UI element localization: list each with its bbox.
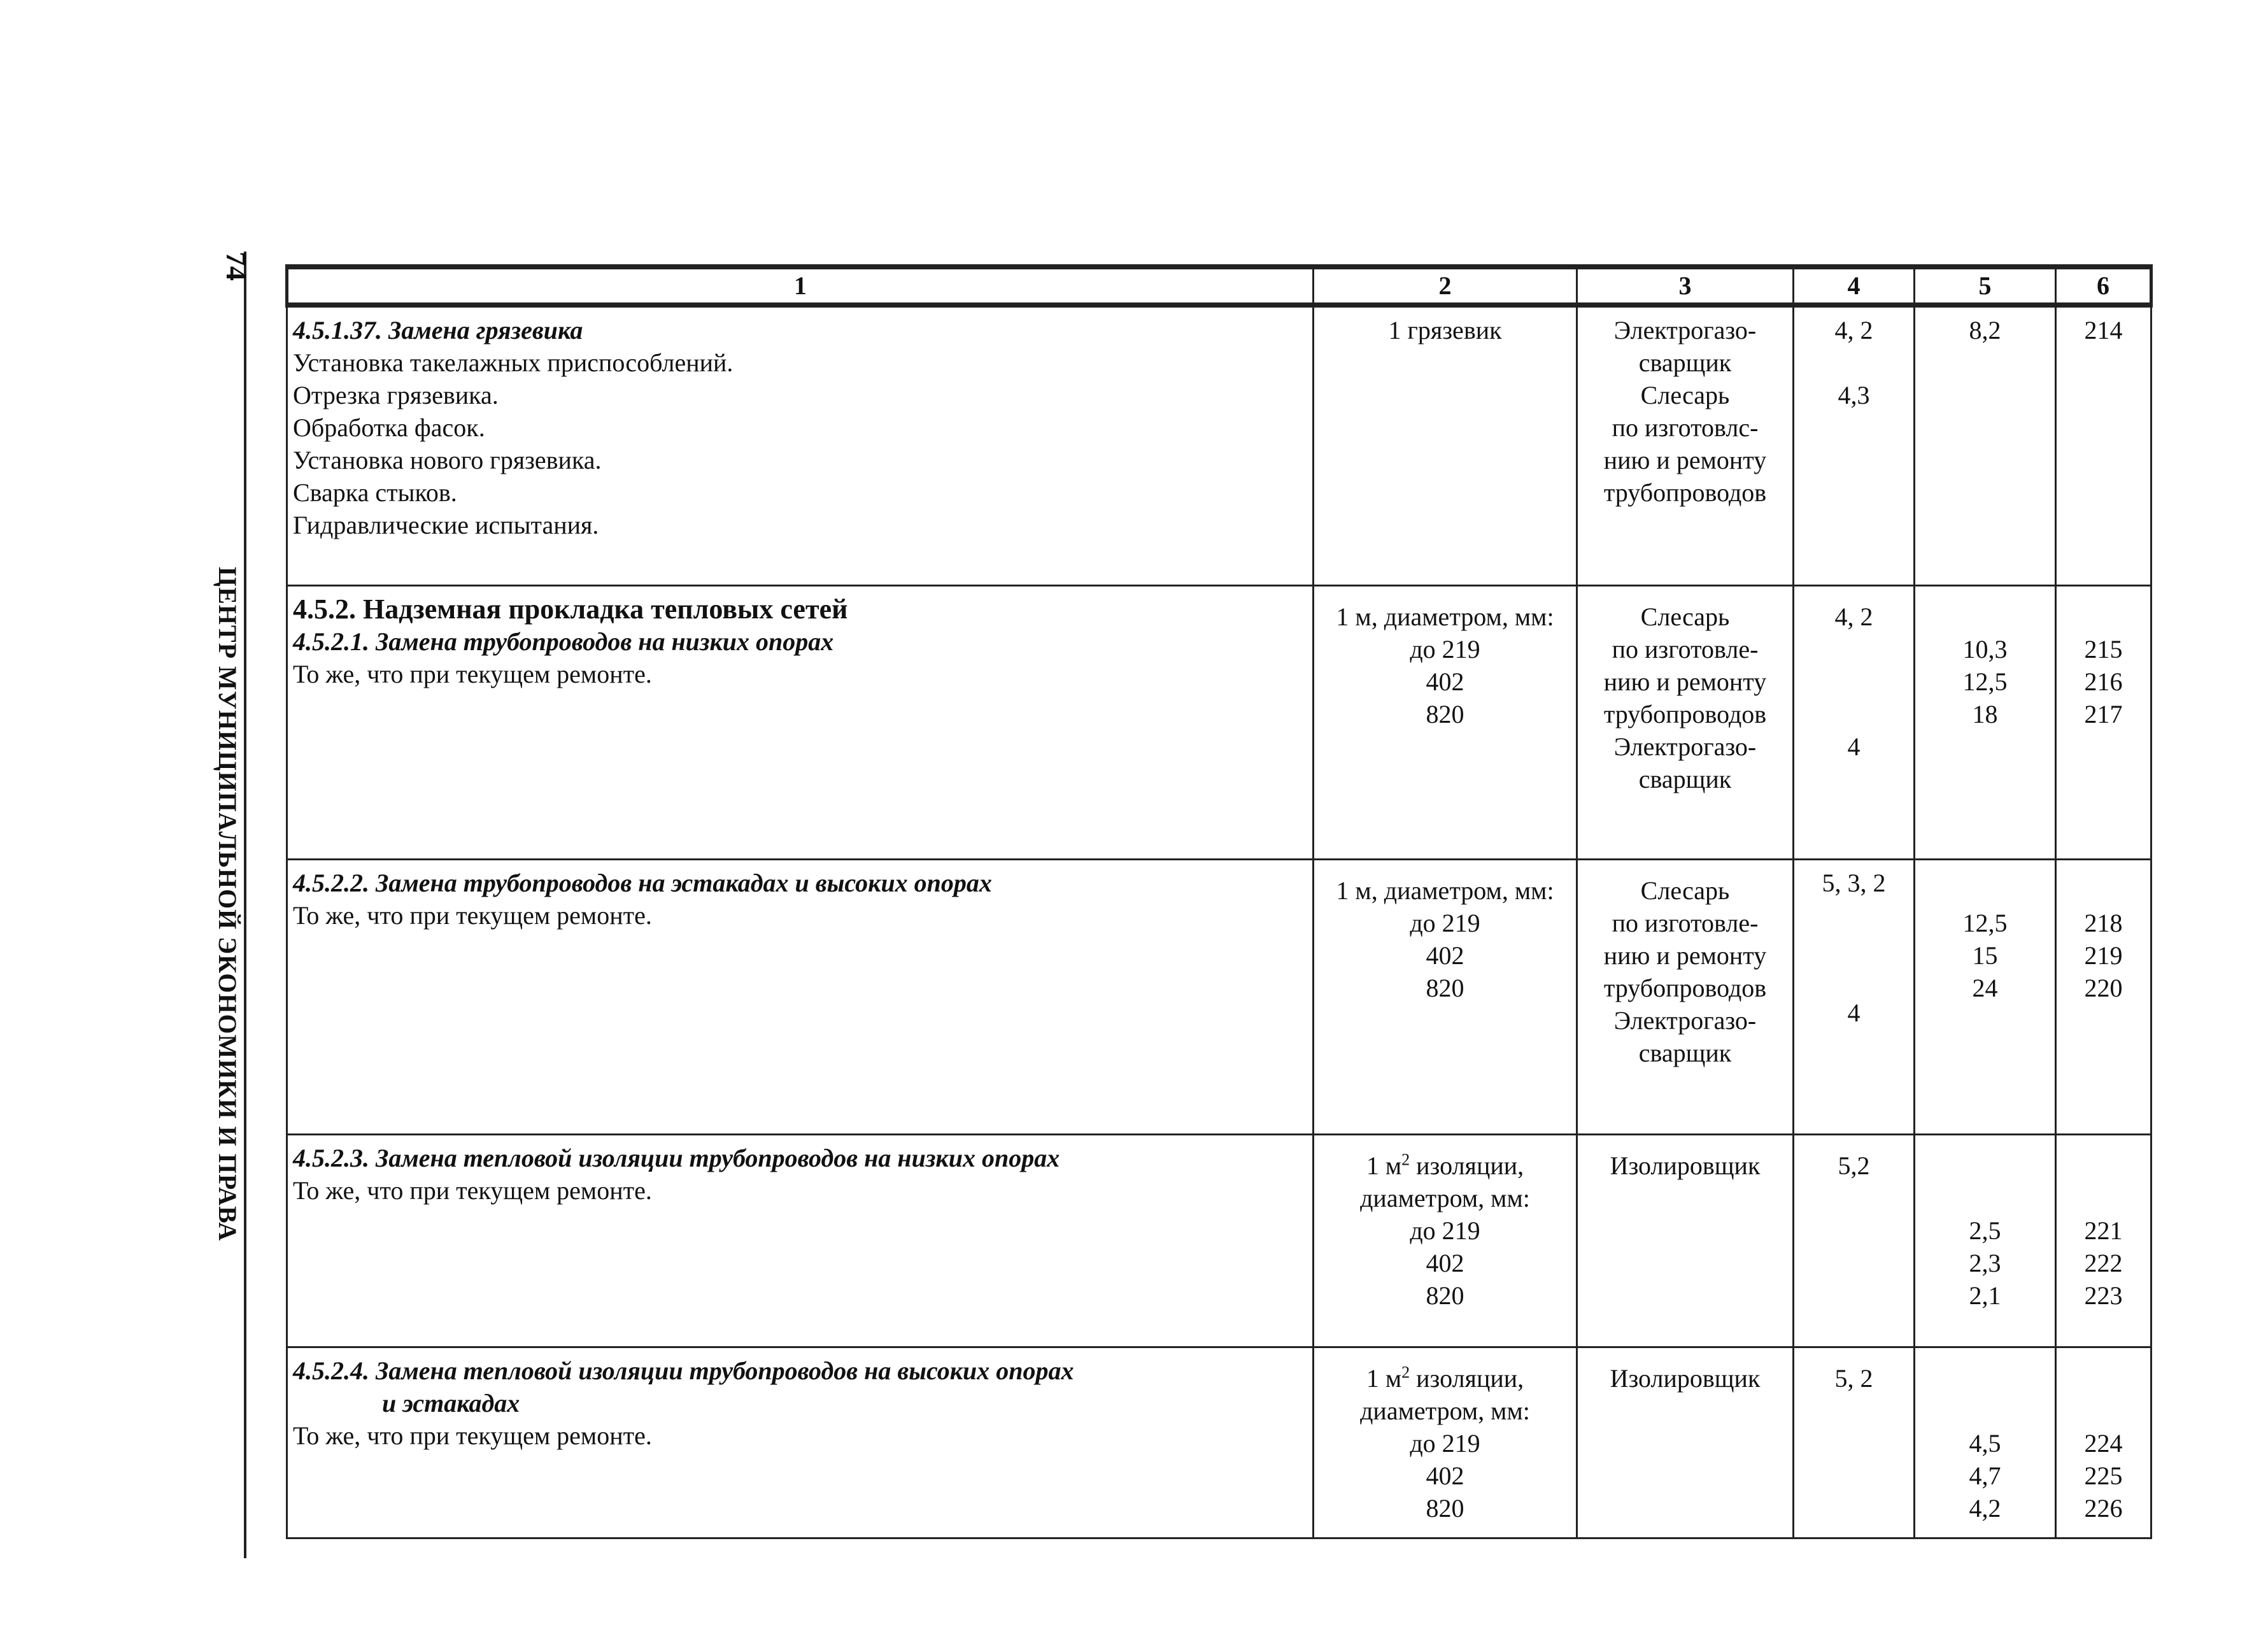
grade-cell: [1794, 305, 1915, 585]
header-row: [287, 267, 2151, 305]
diameter: 820: [1426, 1493, 1464, 1523]
worker-line: нию и ремонту: [1603, 667, 1767, 696]
worker-line: сварщик: [1638, 1038, 1732, 1067]
code-cell: [2056, 859, 2151, 1134]
unit-text: изоляции,: [1410, 1363, 1524, 1393]
worker-cell: [1577, 585, 1794, 859]
value: 10,3: [1962, 634, 2008, 664]
grade: 5,2: [1838, 1151, 1870, 1180]
code: 221: [2084, 1216, 2123, 1245]
item-title: 4.5.1.37. Замена грязевика: [293, 316, 583, 345]
grade-cell: [1794, 1347, 1915, 1538]
unit-cell: [1314, 585, 1577, 859]
grade: 4, 2: [1834, 602, 1873, 631]
value: 18: [1972, 699, 1998, 728]
note: То же, что при текущем ремонте.: [293, 1176, 652, 1205]
code-cell: [2056, 305, 2151, 585]
note: То же, что при текущем ремонте.: [293, 1421, 652, 1450]
code: 223: [2084, 1281, 2123, 1310]
worker-line: по изготовле-: [1612, 908, 1759, 937]
value: 12,5: [1962, 908, 2008, 937]
unit: [1319, 1362, 1571, 1395]
worker-line: трубопроводов: [1603, 973, 1767, 1002]
code: 222: [2084, 1248, 2123, 1277]
unit: диаметром, мм:: [1360, 1396, 1530, 1425]
header-cell: 2: [1314, 267, 1577, 305]
work-step: Обработка фасок.: [293, 413, 485, 442]
item-title: 4.5.2.1. Замена трубопроводов на низких опорах: [293, 627, 834, 656]
work-step: Установка нового грязевика.: [293, 446, 602, 474]
grade-cell: [1794, 1134, 1915, 1347]
header-cell: 6: [2056, 267, 2151, 305]
diameter: до 219: [1410, 908, 1480, 937]
unit-cell: [1314, 1347, 1577, 1538]
value: 8,2: [1969, 316, 2001, 345]
margin-rule: [244, 252, 246, 1558]
code: 215: [2084, 634, 2123, 664]
code: 217: [2084, 699, 2123, 728]
worker-line: сварщик: [1638, 764, 1732, 793]
code: 220: [2084, 973, 2123, 1002]
work-description: [287, 1134, 1314, 1347]
grade: 4, 2: [1834, 316, 1873, 345]
value: 2,1: [1969, 1281, 2001, 1310]
work-step: Отрезка грязевика.: [293, 381, 499, 409]
value-cell: [1915, 1347, 2056, 1538]
diameter: до 219: [1410, 1216, 1480, 1245]
value: 2,3: [1969, 1248, 2001, 1277]
work-step: Гидравлические испытания.: [293, 511, 599, 539]
unit: [1319, 1149, 1571, 1182]
diameter: 402: [1426, 941, 1464, 970]
unit-text: 1 м: [1366, 1151, 1402, 1180]
worker-cell: [1577, 1134, 1794, 1347]
worker-line: Электрогазо-: [1613, 732, 1757, 761]
diameter: 820: [1426, 973, 1464, 1002]
worker-cell: [1577, 1347, 1794, 1538]
table-row: [287, 1134, 2151, 1347]
grade-cell: [1794, 859, 1915, 1134]
worker-line: сварщик: [1638, 348, 1732, 377]
work-description: [287, 1347, 1314, 1538]
work-description: [287, 859, 1314, 1134]
diameter: до 219: [1410, 634, 1480, 664]
value: 4,2: [1969, 1493, 2001, 1523]
table-row: [287, 585, 2151, 859]
code: 224: [2084, 1428, 2123, 1458]
code: 214: [2084, 316, 2123, 345]
unit: 1 м, диаметром, мм:: [1336, 602, 1554, 631]
worker-line: трубопроводов: [1603, 699, 1767, 728]
worker-line: трубопроводов: [1603, 478, 1767, 507]
worker-line: Электрогазо-: [1613, 316, 1757, 345]
side-title: ЦЕНТР МУНИЦИПАЛЬНОЙ ЭКОНОМИКИ И ПРАВА: [213, 567, 242, 1242]
table-row: [287, 305, 2151, 585]
unit: 1 м, диаметром, мм:: [1336, 876, 1554, 905]
value-cell: [1915, 859, 2056, 1134]
value: 15: [1972, 941, 1998, 970]
norms-table: [285, 264, 2153, 1539]
diameter: 820: [1426, 699, 1464, 728]
grade: 5, 2: [1834, 1363, 1873, 1393]
table-row: [287, 859, 2151, 1134]
diameter: до 219: [1410, 1428, 1480, 1458]
table-row: [287, 1347, 2151, 1538]
grade-cell: [1794, 585, 1915, 859]
code-cell: [2056, 1347, 2151, 1538]
worker-line: Слесарь: [1640, 602, 1730, 631]
worker-line: по изготовле-: [1612, 634, 1759, 664]
value-cell: [1915, 585, 2056, 859]
worker-cell: [1577, 859, 1794, 1134]
worker-line: нию и ремонту: [1603, 941, 1767, 970]
unit-cell: [1314, 1134, 1577, 1347]
diameter: 402: [1426, 667, 1464, 696]
unit-text: 1 м: [1366, 1363, 1402, 1393]
code: 218: [2084, 908, 2123, 937]
unit-text: изоляции,: [1410, 1151, 1524, 1180]
diameter: 402: [1426, 1248, 1464, 1277]
unit-cell: [1314, 305, 1577, 585]
value: 24: [1972, 973, 1998, 1002]
item-title-continuation: и эстакадах: [382, 1388, 520, 1417]
worker-line: Слесарь: [1640, 381, 1730, 409]
header-cell: 4: [1794, 267, 1915, 305]
grade: 4: [1847, 998, 1860, 1027]
page-number: 74: [220, 252, 253, 281]
grade: 4,3: [1838, 381, 1870, 409]
unit-superscript: 2: [1401, 1150, 1410, 1169]
header-cell: 5: [1915, 267, 2056, 305]
value-cell: [1915, 1134, 2056, 1347]
item-title: 4.5.2.2. Замена трубопроводов на эстакадах и высоких опорах: [293, 868, 992, 897]
header-cell: 1: [287, 267, 1314, 305]
item-title: 4.5.2.4. Замена тепловой изоляции трубопроводов на высоких опорах: [293, 1356, 1074, 1385]
section-title: 4.5.2. Надземная прокладка тепловых сетей: [293, 593, 848, 625]
code: 226: [2084, 1493, 2123, 1523]
worker-line: по изготовлс-: [1612, 413, 1759, 442]
worker-cell: [1577, 305, 1794, 585]
value: 4,5: [1969, 1428, 2001, 1458]
value: 12,5: [1962, 667, 2008, 696]
worker-line: Изолировщик: [1610, 1363, 1761, 1393]
work-step: Сварка стыков.: [293, 478, 457, 507]
note: То же, что при текущем ремонте.: [293, 659, 652, 688]
worker-line: Электрогазо-: [1613, 1005, 1757, 1035]
unit-superscript: 2: [1401, 1363, 1410, 1382]
grade: 4: [1847, 732, 1860, 761]
grade: 5, 3, 2: [1822, 868, 1886, 897]
value: 4,7: [1969, 1461, 2001, 1490]
code: 216: [2084, 667, 2123, 696]
worker-line: Слесарь: [1640, 876, 1730, 905]
diameter: 820: [1426, 1281, 1464, 1310]
work-step: Установка такелажных приспособлений.: [293, 348, 734, 377]
unit: 1 грязевик: [1388, 316, 1502, 345]
item-title: 4.5.2.3. Замена тепловой изоляции трубопроводов на низких опорах: [293, 1143, 1060, 1172]
worker-line: Изолировщик: [1610, 1151, 1761, 1180]
code-cell: [2056, 1134, 2151, 1347]
note: То же, что при текущем ремонте.: [293, 900, 652, 930]
code: 219: [2084, 941, 2123, 970]
value: 2,5: [1969, 1216, 2001, 1245]
value-cell: [1915, 305, 2056, 585]
unit-cell: [1314, 859, 1577, 1134]
worker-line: нию и ремонту: [1603, 446, 1767, 474]
work-description: [287, 585, 1314, 859]
diameter: 402: [1426, 1461, 1464, 1490]
header-cell: 3: [1577, 267, 1794, 305]
work-description: [287, 305, 1314, 585]
unit: диаметром, мм:: [1360, 1183, 1530, 1212]
code: 225: [2084, 1461, 2123, 1490]
code-cell: [2056, 585, 2151, 859]
